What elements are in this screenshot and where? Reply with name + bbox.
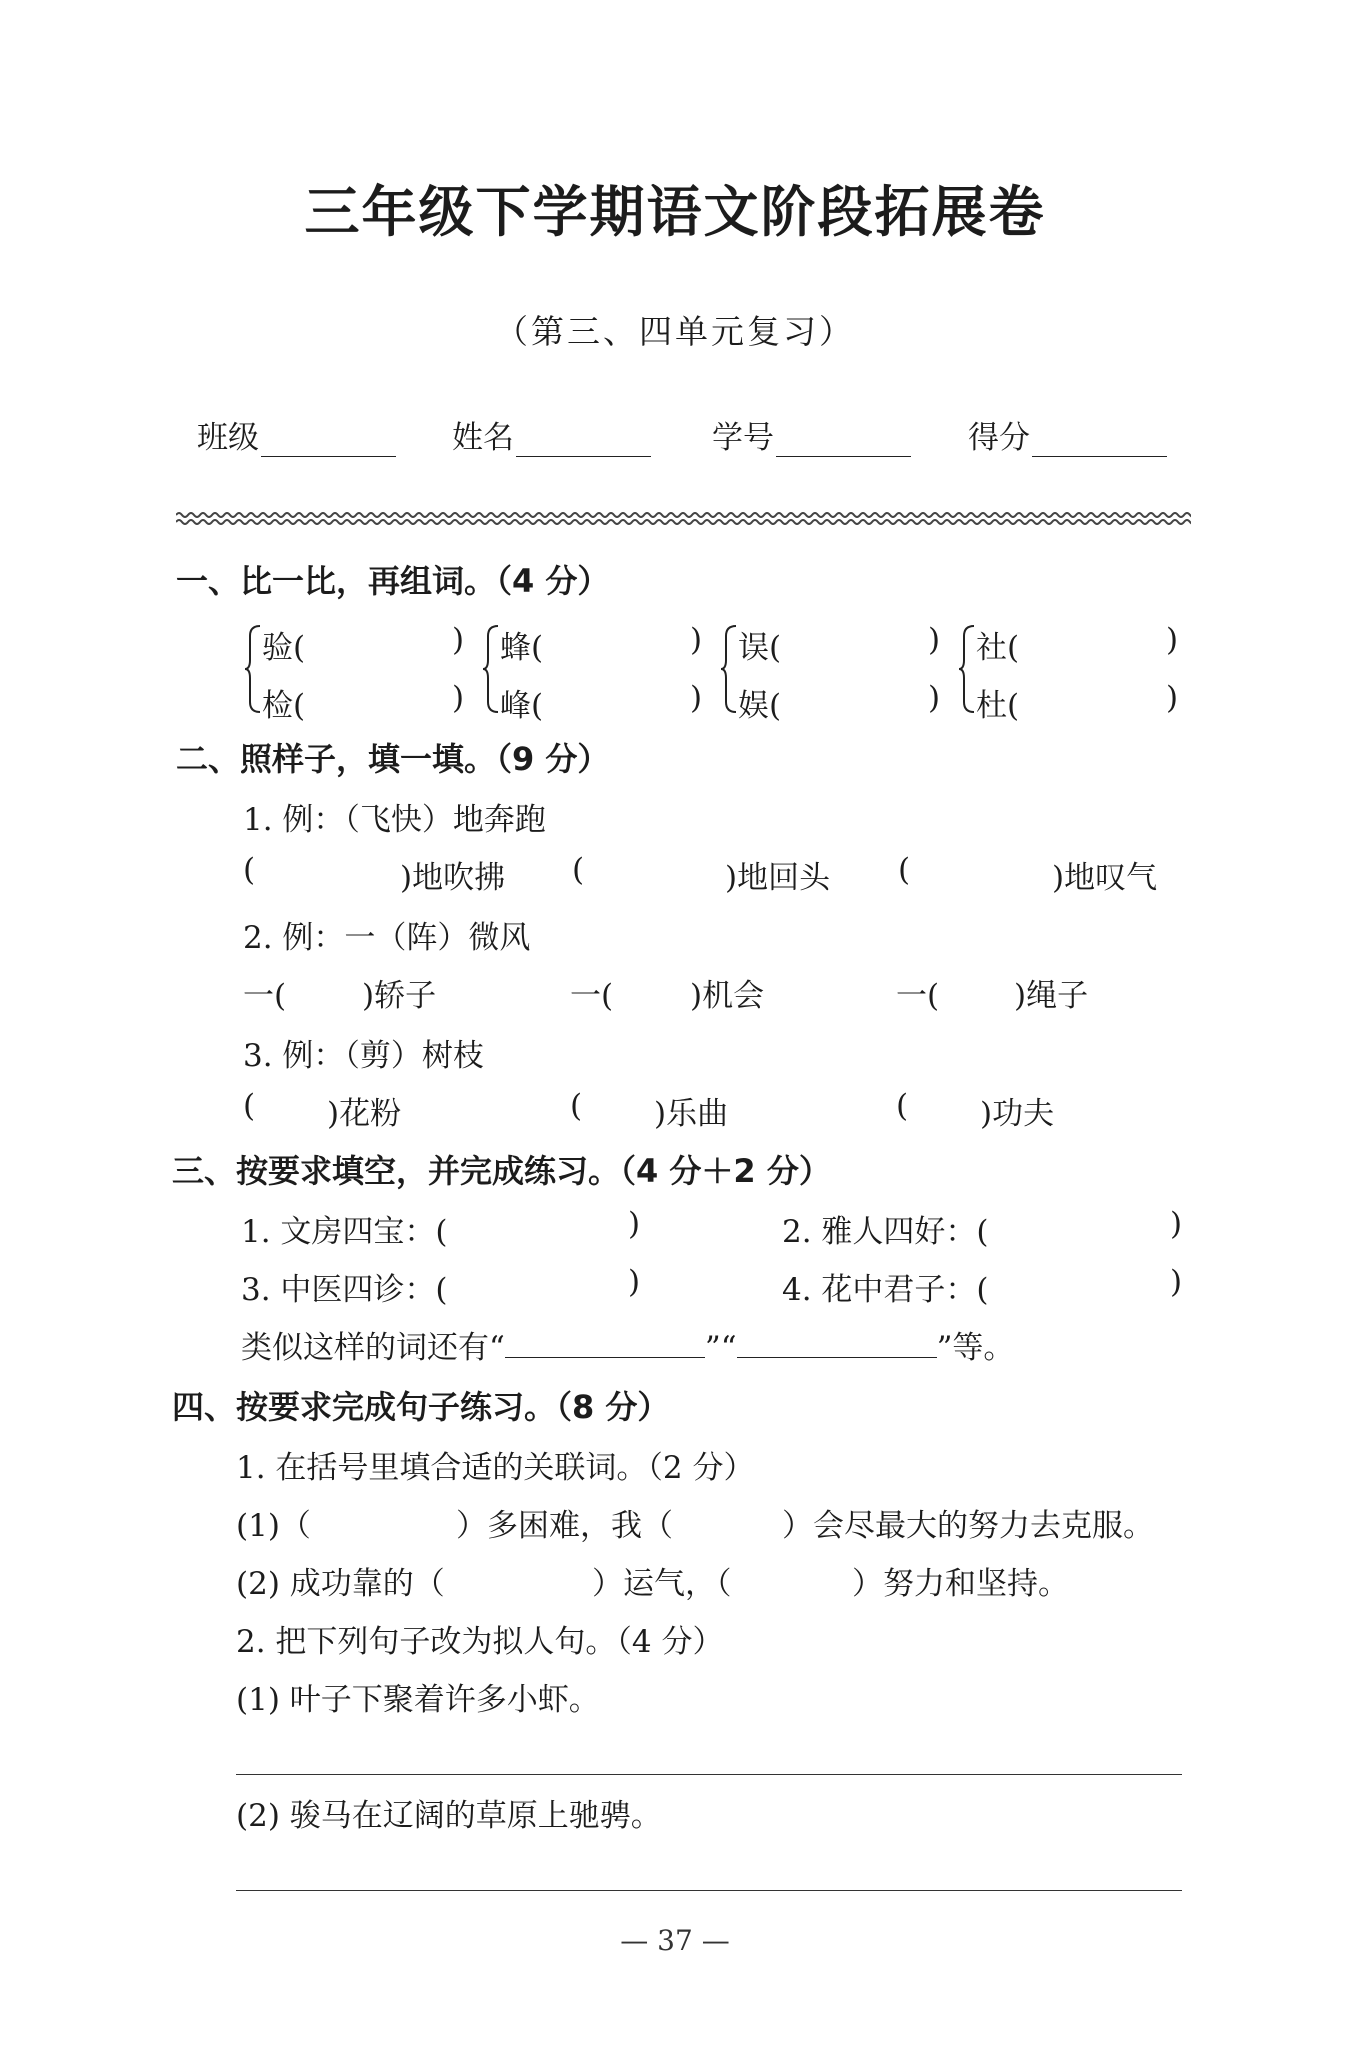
s3-item2-close: ) (1170, 1206, 1183, 1242)
pair1-top: 验( (262, 630, 306, 666)
q1-example: 1. 例：（飞快）地奔跑 (243, 802, 546, 838)
s4-q1b-start: (2) 成功靠的（ (236, 1566, 445, 1602)
pair3-top: 误( (738, 630, 782, 666)
q3-item2-open: ( (570, 1088, 583, 1124)
name-blank[interactable] (516, 422, 651, 457)
wavy-divider (176, 508, 1191, 530)
brace-icon (244, 624, 264, 714)
q2-item2-open: 一( (570, 978, 614, 1014)
pair4-bottom-close: ) (1166, 680, 1179, 716)
student-number-blank[interactable] (776, 422, 911, 457)
class-field[interactable] (197, 412, 396, 457)
pair2-bottom: 峰( (500, 688, 544, 724)
similar-words-mid: ”“ (704, 1330, 737, 1366)
similar-blank-2[interactable] (737, 1327, 937, 1358)
q2-item2-text: )机会 (690, 978, 765, 1014)
pair3-bottom-close: ) (928, 680, 941, 716)
answer-line-2[interactable] (236, 1890, 1182, 1891)
name-field[interactable] (452, 412, 651, 457)
s4-q2: 2. 把下列句子改为拟人句。（4 分） (236, 1624, 724, 1660)
q1-item2-text: )地回头 (725, 860, 831, 896)
pair4-bottom: 杜( (976, 688, 1020, 724)
s4-q2a: (1) 叶子下聚着许多小虾。 (236, 1682, 600, 1718)
pair1-top-close: ) (452, 622, 465, 658)
pair3-bottom: 娱( (738, 688, 782, 724)
s3-item3-close: ) (628, 1264, 641, 1300)
score-blank[interactable] (1032, 422, 1167, 457)
similar-words-tail: ”等。 (936, 1330, 1015, 1366)
s4-q2b: (2) 骏马在辽阔的草原上驰骋。 (236, 1798, 662, 1834)
score-field[interactable] (968, 412, 1167, 457)
pair4-top: 社( (976, 630, 1020, 666)
s3-item3: 3. 中医四诊：( (241, 1272, 448, 1308)
s4-q1a-end: ）会尽最大的努力去克服。 (782, 1508, 1154, 1544)
pair2-top: 蜂( (500, 630, 544, 666)
s3-item2: 2. 雅人四好：( (782, 1214, 989, 1250)
s4-q1a-mid: ）多困难，我（ (456, 1508, 673, 1544)
pair2-bottom-close: ) (690, 680, 703, 716)
q1-item1-open: ( (243, 852, 256, 888)
student-number-label: 学号 (712, 420, 774, 456)
s3-item1: 1. 文房四宝：( (241, 1214, 448, 1250)
class-blank[interactable] (261, 422, 396, 457)
s4-q1b-end: ）努力和坚持。 (852, 1566, 1069, 1602)
q2-item3-text: )绳子 (1014, 978, 1089, 1014)
pair4-top-close: ) (1166, 622, 1179, 658)
page-subtitle: （第三、四单元复习） (495, 312, 855, 351)
answer-line-1[interactable] (236, 1774, 1182, 1775)
page-title: 三年级下学期语文阶段拓展卷 (304, 180, 1046, 244)
brace-icon (958, 624, 978, 714)
s4-q1b-mid: ）运气，（ (592, 1566, 732, 1602)
q1-item1-text: )地吹拂 (400, 860, 506, 896)
section2-heading: 二、照样子，填一填。（9 分） (176, 740, 610, 778)
q2-example: 2. 例：一（阵）微风 (243, 920, 531, 956)
section4-heading: 四、按要求完成句子练习。（8 分） (172, 1388, 670, 1426)
brace-icon (720, 624, 740, 714)
similar-blank-1[interactable] (505, 1327, 705, 1358)
s3-item4-close: ) (1170, 1264, 1183, 1300)
q3-item1-open: ( (243, 1088, 256, 1124)
name-label: 姓名 (452, 420, 514, 456)
s4-q1: 1. 在括号里填合适的关联词。（2 分） (236, 1450, 755, 1486)
section3-heading: 三、按要求填空，并完成练习。（4 分＋2 分） (172, 1152, 831, 1190)
pair1-bottom-close: ) (452, 680, 465, 716)
page-number: — 37 — (620, 1924, 730, 1957)
q3-example: 3. 例：（剪）树枝 (243, 1038, 484, 1074)
q3-item2-text: )乐曲 (654, 1096, 729, 1132)
class-label: 班级 (197, 420, 259, 456)
q2-item1-text: )轿子 (362, 978, 437, 1014)
similar-words-line (241, 1322, 1014, 1367)
section1-heading: 一、比一比，再组词。（4 分） (176, 562, 610, 600)
s3-item4: 4. 花中君子：( (782, 1272, 989, 1308)
q3-item3-text: )功夫 (980, 1096, 1055, 1132)
q2-item1-open: 一( (243, 978, 287, 1014)
brace-icon (482, 624, 502, 714)
pair1-bottom: 检( (262, 688, 306, 724)
q1-item3-open: ( (898, 852, 911, 888)
s3-item1-close: ) (628, 1206, 641, 1242)
q1-item3-text: )地叹气 (1052, 860, 1158, 896)
similar-words-lead: 类似这样的词还有“ (241, 1330, 505, 1366)
score-label: 得分 (968, 420, 1030, 456)
q3-item1-text: )花粉 (327, 1096, 402, 1132)
student-number-field[interactable] (712, 412, 911, 457)
q1-item2-open: ( (572, 852, 585, 888)
q3-item3-open: ( (896, 1088, 909, 1124)
s4-q1a-start: (1)（ (236, 1508, 311, 1544)
pair3-top-close: ) (928, 622, 941, 658)
pair2-top-close: ) (690, 622, 703, 658)
q2-item3-open: 一( (896, 978, 940, 1014)
